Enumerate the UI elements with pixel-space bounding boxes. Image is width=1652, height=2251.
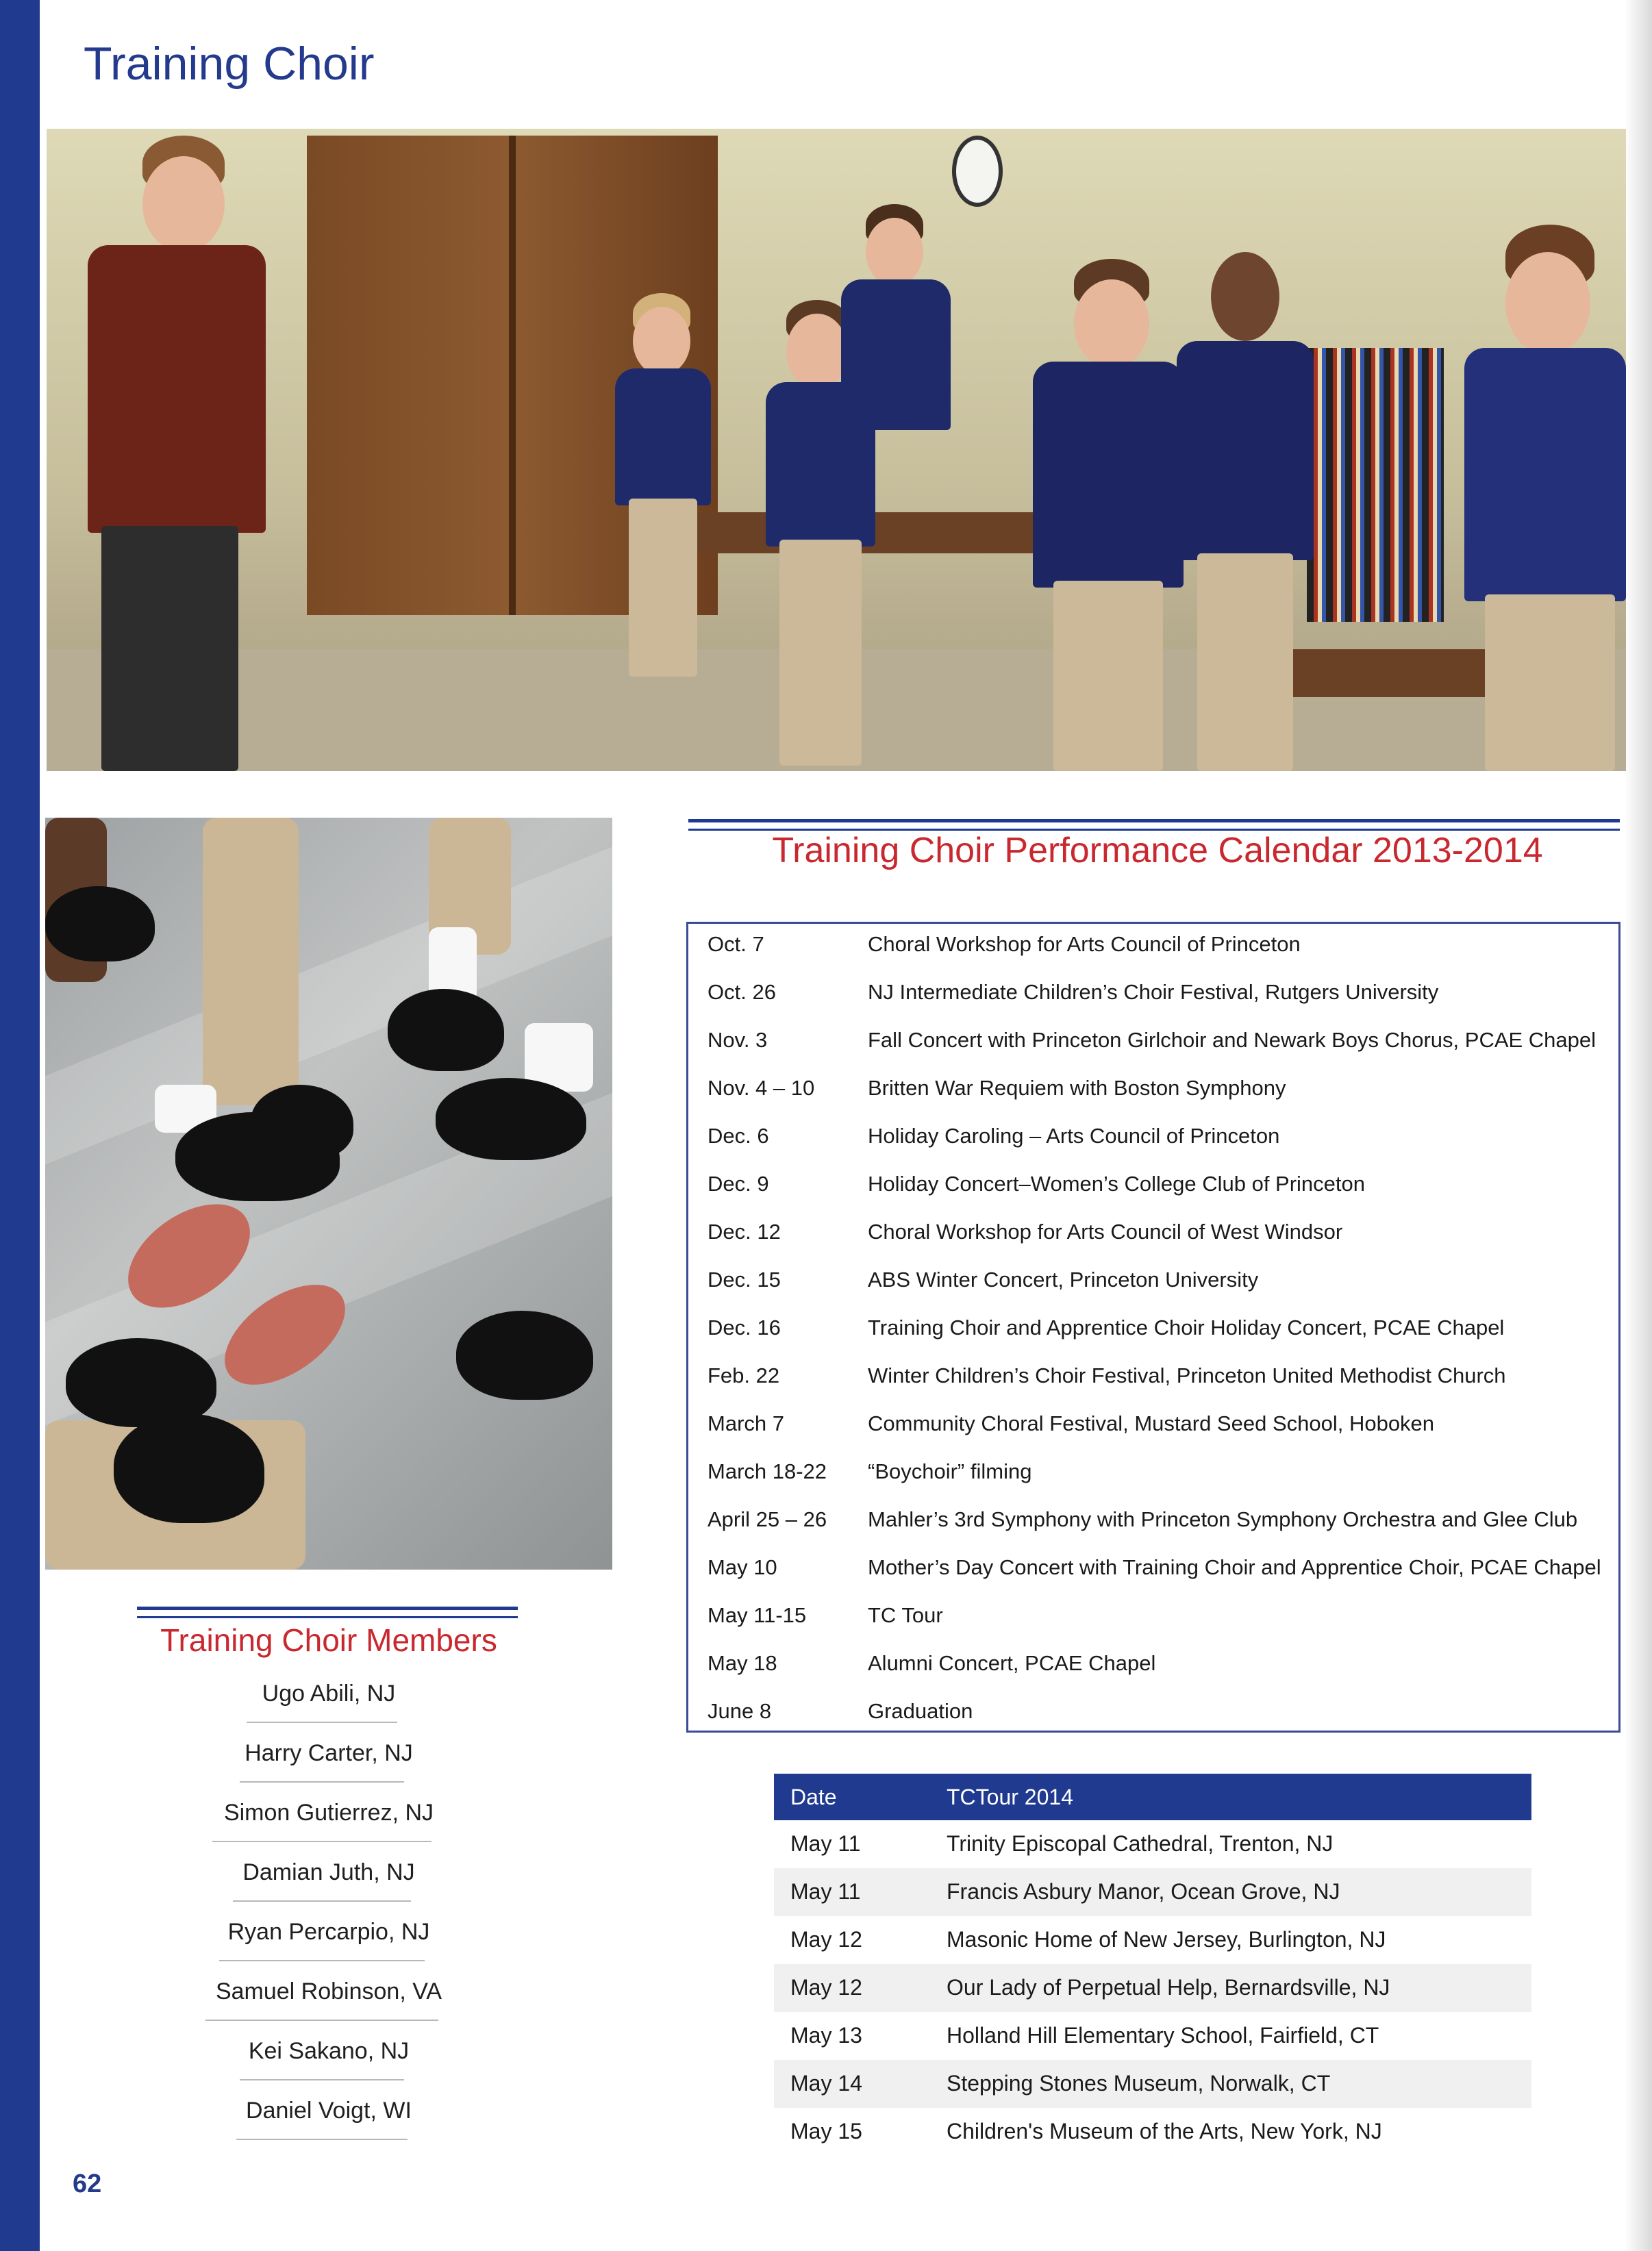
divider <box>233 1900 411 1902</box>
calendar-row <box>708 1459 1612 1500</box>
calendar-event: Graduation <box>868 1699 973 1723</box>
calendar-date: Dec. 16 <box>708 1316 781 1340</box>
calendar-event: Holiday Concert–Women’s College Club of Princeton <box>868 1172 1366 1196</box>
members-rule <box>137 1607 518 1618</box>
tour-table-header <box>774 1774 1531 1820</box>
calendar-row <box>708 980 1612 1021</box>
calendar-row <box>708 1507 1612 1548</box>
calendar-date: May 11-15 <box>708 1603 807 1627</box>
calendar-event: Mahler’s 3rd Symphony with Princeton Symphony Orchestra and Glee Club <box>868 1507 1578 1531</box>
calendar-event: TC Tour <box>868 1603 943 1627</box>
choir-boy <box>1457 225 1626 771</box>
calendar-event: Choral Workshop for Arts Council of Princeton <box>868 932 1301 956</box>
tour-row <box>774 1916 1531 1964</box>
calendar-title: Training Choir Performance Calendar 2013-2014 <box>772 831 1543 870</box>
calendar-row <box>708 1555 1612 1596</box>
wall-clock <box>952 136 1003 207</box>
calendar-event: Training Choir and Apprentice Choir Holiday Concert, PCAE Chapel <box>868 1316 1505 1340</box>
calendar-date: Dec. 12 <box>708 1220 781 1244</box>
tour-venue: Our Lady of Perpetual Help, Bernardsville, NJ <box>947 1975 1390 2000</box>
calendar-event: Winter Children’s Choir Festival, Princeton United Methodist Church <box>868 1363 1506 1387</box>
choir-boy <box>608 293 718 677</box>
divider <box>240 2079 404 2080</box>
calendar-date: Oct. 26 <box>708 980 776 1004</box>
tour-venue: Francis Asbury Manor, Ocean Grove, NJ <box>947 1879 1340 1904</box>
rehearsal-photo <box>47 129 1626 771</box>
calendar-date: Oct. 7 <box>708 932 764 956</box>
page-title: Training Choir <box>84 38 375 90</box>
shoes-photo <box>45 818 612 1570</box>
divider <box>247 1722 397 1723</box>
calendar-row <box>708 1220 1612 1261</box>
tour-date: May 14 <box>790 2071 862 2096</box>
choir-boy <box>834 204 958 546</box>
tour-header-date: Date <box>790 1785 837 1809</box>
calendar-row <box>708 932 1612 973</box>
calendar-date: Nov. 3 <box>708 1028 768 1052</box>
calendar-event: Choral Workshop for Arts Council of West Windsor <box>868 1220 1343 1244</box>
divider <box>236 2139 408 2140</box>
calendar-row <box>708 1411 1612 1453</box>
member-name: Damian Juth, NJ <box>242 1859 415 1885</box>
tour-date: May 15 <box>790 2119 862 2143</box>
calendar-row <box>708 1172 1612 1213</box>
tour-row <box>774 1820 1531 1868</box>
performance-calendar <box>686 922 1620 1733</box>
cd-shelf <box>1307 348 1444 622</box>
calendar-date: March 7 <box>708 1411 784 1435</box>
choir-boy <box>1170 238 1321 771</box>
calendar-date: Dec. 6 <box>708 1124 769 1148</box>
divider <box>205 2020 438 2021</box>
calendar-date: May 18 <box>708 1651 777 1675</box>
member-name: Ryan Percarpio, NJ <box>227 1919 430 1945</box>
left-margin-bar <box>0 0 40 2251</box>
calendar-date: April 25 – 26 <box>708 1507 827 1531</box>
calendar-date: Nov. 4 – 10 <box>708 1076 815 1100</box>
calendar-row <box>708 1603 1612 1644</box>
tour-venue: Children's Museum of the Arts, New York, NJ <box>947 2119 1382 2143</box>
divider <box>219 1960 425 1961</box>
divider <box>212 1841 431 1842</box>
tour-row <box>774 2108 1531 2156</box>
calendar-row <box>708 1363 1612 1405</box>
calendar-date: Dec. 9 <box>708 1172 769 1196</box>
calendar-rule <box>688 819 1620 831</box>
calendar-date: Dec. 15 <box>708 1268 781 1292</box>
tour-venue: Trinity Episcopal Cathedral, Trenton, NJ <box>947 1831 1334 1856</box>
calendar-row <box>708 1651 1612 1692</box>
member-name: Ugo Abili, NJ <box>262 1681 396 1707</box>
members-title: Training Choir Members <box>160 1622 497 1658</box>
page-number: 62 <box>73 2170 102 2198</box>
calendar-event: Community Choral Festival, Mustard Seed School, Hoboken <box>868 1411 1435 1435</box>
page-edge-shadow <box>1625 0 1652 2251</box>
calendar-date: June 8 <box>708 1699 772 1723</box>
calendar-event: Fall Concert with Princeton Girlchoir and Newark Boys Chorus, PCAE Chapel <box>868 1028 1597 1052</box>
tour-row <box>774 1868 1531 1916</box>
calendar-row <box>708 1268 1612 1309</box>
calendar-date: Feb. 22 <box>708 1363 780 1387</box>
tour-header-event: TCTour 2014 <box>947 1785 1073 1809</box>
tour-row <box>774 2012 1531 2060</box>
calendar-row <box>708 1028 1612 1069</box>
calendar-row <box>708 1316 1612 1357</box>
member-name: Daniel Voigt, WI <box>246 2098 412 2124</box>
calendar-date: May 10 <box>708 1555 777 1579</box>
choir-director <box>74 129 307 771</box>
calendar-event: Britten War Requiem with Boston Symphony <box>868 1076 1286 1100</box>
calendar-event: NJ Intermediate Children’s Choir Festival, Rutgers University <box>868 980 1439 1004</box>
member-name: Samuel Robinson, VA <box>215 1978 442 2004</box>
tour-row <box>774 1964 1531 2012</box>
tour-venue: Stepping Stones Museum, Norwalk, CT <box>947 2071 1331 2096</box>
tour-venue: Holland Hill Elementary School, Fairfield, CT <box>947 2023 1379 2048</box>
member-name: Harry Carter, NJ <box>245 1740 413 1766</box>
calendar-event: “Boychoir” filming <box>868 1459 1032 1483</box>
calendar-event: Mother’s Day Concert with Training Choir and Apprentice Choir, PCAE Chapel <box>868 1555 1601 1579</box>
calendar-row <box>708 1076 1612 1117</box>
tour-date: May 12 <box>790 1927 862 1952</box>
tour-date: May 11 <box>790 1879 861 1904</box>
tour-venue: Masonic Home of New Jersey, Burlington, NJ <box>947 1927 1386 1952</box>
tour-date: May 13 <box>790 2023 862 2048</box>
divider <box>240 1781 404 1783</box>
calendar-event: ABS Winter Concert, Princeton University <box>868 1268 1259 1292</box>
member-name: Kei Sakano, NJ <box>248 2038 410 2064</box>
calendar-date: March 18-22 <box>708 1459 827 1483</box>
calendar-row <box>708 1124 1612 1165</box>
member-name: Simon Gutierrez, NJ <box>223 1800 434 1826</box>
tour-date: May 12 <box>790 1975 862 2000</box>
tour-date: May 11 <box>790 1831 861 1856</box>
tour-row <box>774 2060 1531 2108</box>
calendar-event: Holiday Caroling – Arts Council of Princeton <box>868 1124 1280 1148</box>
calendar-row <box>708 1699 1612 1740</box>
calendar-event: Alumni Concert, PCAE Chapel <box>868 1651 1156 1675</box>
